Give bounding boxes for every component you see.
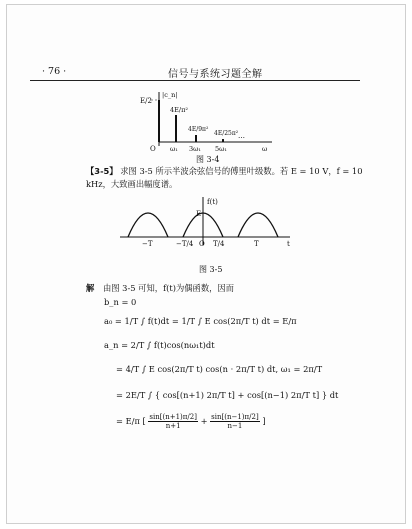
fig34-caption: 图 3-4 [196, 155, 220, 164]
fig35-E: E [196, 210, 202, 218]
solution-lead: 解 [86, 283, 95, 293]
fig35-tick-T: T [254, 240, 259, 248]
fig34-origin: O [150, 145, 156, 153]
fig35-tick-minus-T4: −T/4 [176, 240, 194, 248]
solution-intro [86, 282, 234, 294]
frac-sin-n-minus-1: $\frac{\sin[(n-1)\pi/2]}{n-1}$ [211, 413, 259, 430]
page-number: · 76 · [42, 66, 67, 77]
fig35-origin: O [199, 240, 205, 248]
page-header [30, 66, 360, 80]
fig35-tick-minus-T: −T [142, 240, 153, 248]
fig34-tick-3w1: 3ω₁ [189, 145, 202, 153]
fig34-tick-w1: ω₁ [170, 145, 178, 153]
eq-a0-right: f(t)dt = 1/T ∫ E cos(2π/T t) dt = E/π [147, 316, 297, 326]
solution-intro-text: 由图 3-5 可知，f(t)为偶函数，因而 [102, 283, 235, 293]
eq-an-4-mid: + [200, 416, 208, 426]
eq-an-4-left: = E/π [ [116, 416, 146, 426]
fig34-tick-5w1: 5ω₁ [215, 145, 228, 153]
fig34-e-over-2: E/2 [140, 97, 152, 105]
fig35-ylabel: f(t) [207, 198, 218, 206]
eq-an-2: = 4/T ∫ E cos(2π/T t) cos(n · 2π/T t) dt, ω₁ = 2π/T [116, 364, 323, 374]
fig35-tick-T4: T/4 [213, 240, 225, 248]
eq-an-left: a_n = 2/T ∫ [104, 340, 152, 350]
eq-an-3: = 2E/T ∫ { cos[(n+1) 2π/T t] + cos[(n−1) 2π/T t] } dt [116, 390, 339, 400]
fig34-ylabel: |c_n| [162, 91, 178, 99]
fig34-label-5: 4E/25π² [214, 130, 239, 137]
problem-3-5 [86, 165, 378, 191]
fig34-ellipsis: … [238, 132, 245, 140]
book-title: 信号与系统习题全解 [168, 69, 263, 80]
header-rule [30, 80, 360, 81]
fig35-tick-t: t [287, 240, 290, 248]
eq-bn: b_n = 0 [104, 297, 137, 307]
eq-an-right: f(t)cos(nω₁t)dt [153, 340, 215, 350]
problem-text: 求图 3-5 所示半波余弦信号的傅里叶级数。若 E = 10 V，f = 10 kHz，大致画出幅度谱。 [86, 166, 363, 189]
eq-an-4 [116, 413, 266, 430]
fig34-tick-w: ω [262, 145, 268, 153]
eq-a0-left: a₀ = 1/T ∫ [104, 316, 146, 326]
frac-sin-n-plus-1: $\frac{\sin[(n+1)\pi/2]}{n+1}$ [149, 413, 197, 430]
eq-an-4-right: ] [262, 416, 266, 426]
fig34-label-1: 4E/π² [170, 106, 188, 114]
eq-an [104, 340, 215, 350]
problem-number: 【3-5】 [86, 166, 118, 176]
eq-a0 [104, 316, 297, 326]
fig34-label-3: 4E/9π² [188, 126, 209, 133]
fig35-caption: 图 3-5 [199, 265, 223, 274]
